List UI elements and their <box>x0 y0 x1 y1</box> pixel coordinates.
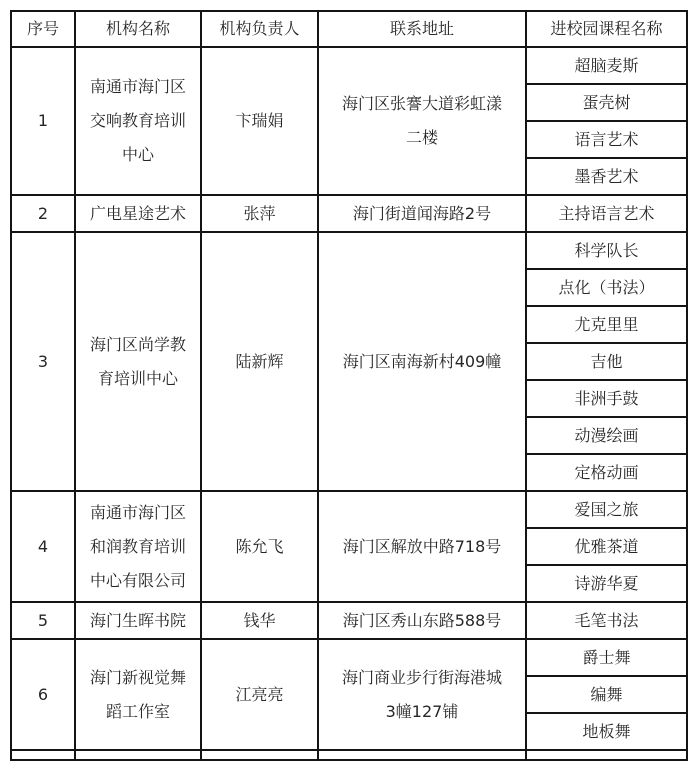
address-cell: 海门街道闻海路2号 <box>318 195 526 232</box>
org-name-cell: 南通市海门区和润教育培训中心有限公司 <box>75 491 201 602</box>
table-body <box>11 47 687 760</box>
org-name-cell: 海门生晖书院 <box>75 602 201 639</box>
course-cell: 动漫绘画 <box>526 417 687 454</box>
course-cell: 蛋壳树 <box>526 84 687 121</box>
address-cell: 海门区秀山东路588号 <box>318 602 526 639</box>
row-number-cell: 2 <box>11 195 75 232</box>
column-header: 序号 <box>11 11 75 47</box>
course-cell: 爵士舞 <box>526 639 687 676</box>
org-name-cell: 海门新视觉舞蹈工作室 <box>75 639 201 750</box>
leader-cell: 卞瑞娟 <box>201 47 318 195</box>
course-cell: 墨香艺术 <box>526 158 687 195</box>
course-cell: 爱国之旅 <box>526 491 687 528</box>
course-cell: 吉他 <box>526 343 687 380</box>
course-cell: 地板舞 <box>526 713 687 750</box>
org-name-cell: 南通市海门区交响教育培训中心 <box>75 47 201 195</box>
table-row <box>11 491 687 528</box>
course-cell: 语言艺术 <box>526 121 687 158</box>
clipped-cell <box>201 750 318 760</box>
row-number-cell: 3 <box>11 232 75 491</box>
clipped-cell <box>526 750 687 760</box>
address-cell: 海门商业步行街海港城3幢127铺 <box>318 639 526 750</box>
leader-cell: 陆新辉 <box>201 232 318 491</box>
row-number-cell: 5 <box>11 602 75 639</box>
course-cell: 毛笔书法 <box>526 602 687 639</box>
table-row <box>11 639 687 676</box>
org-name-cell: 广电星途艺术 <box>75 195 201 232</box>
course-cell: 科学队长 <box>526 232 687 269</box>
table-row <box>11 602 687 639</box>
leader-cell: 陈允飞 <box>201 491 318 602</box>
column-header: 联系地址 <box>318 11 526 47</box>
clipped-cell <box>318 750 526 760</box>
table-row <box>11 47 687 84</box>
institutions-table-page <box>10 10 688 761</box>
header-row <box>11 11 687 47</box>
course-cell: 优雅茶道 <box>526 528 687 565</box>
table-row <box>11 195 687 232</box>
leader-cell: 江亮亮 <box>201 639 318 750</box>
course-cell: 尤克里里 <box>526 306 687 343</box>
address-cell: 海门区解放中路718号 <box>318 491 526 602</box>
column-header: 机构负责人 <box>201 11 318 47</box>
org-name-cell: 海门区尚学教育培训中心 <box>75 232 201 491</box>
row-number-cell: 1 <box>11 47 75 195</box>
address-cell: 海门区张謇大道彩虹漾二楼 <box>318 47 526 195</box>
course-cell: 编舞 <box>526 676 687 713</box>
course-cell: 超脑麦斯 <box>526 47 687 84</box>
address-cell: 海门区南海新村409幢 <box>318 232 526 491</box>
column-header: 进校园课程名称 <box>526 11 687 47</box>
course-cell: 点化（书法） <box>526 269 687 306</box>
course-cell: 主持语言艺术 <box>526 195 687 232</box>
leader-cell: 钱华 <box>201 602 318 639</box>
institutions-table <box>10 10 688 761</box>
clipped-cell <box>75 750 201 760</box>
row-number-cell: 4 <box>11 491 75 602</box>
course-cell: 非洲手鼓 <box>526 380 687 417</box>
table-row-clipped <box>11 750 687 760</box>
column-header: 机构名称 <box>75 11 201 47</box>
course-cell: 定格动画 <box>526 454 687 491</box>
clipped-cell <box>11 750 75 760</box>
row-number-cell: 6 <box>11 639 75 750</box>
table-row <box>11 232 687 269</box>
leader-cell: 张萍 <box>201 195 318 232</box>
course-cell: 诗游华夏 <box>526 565 687 602</box>
